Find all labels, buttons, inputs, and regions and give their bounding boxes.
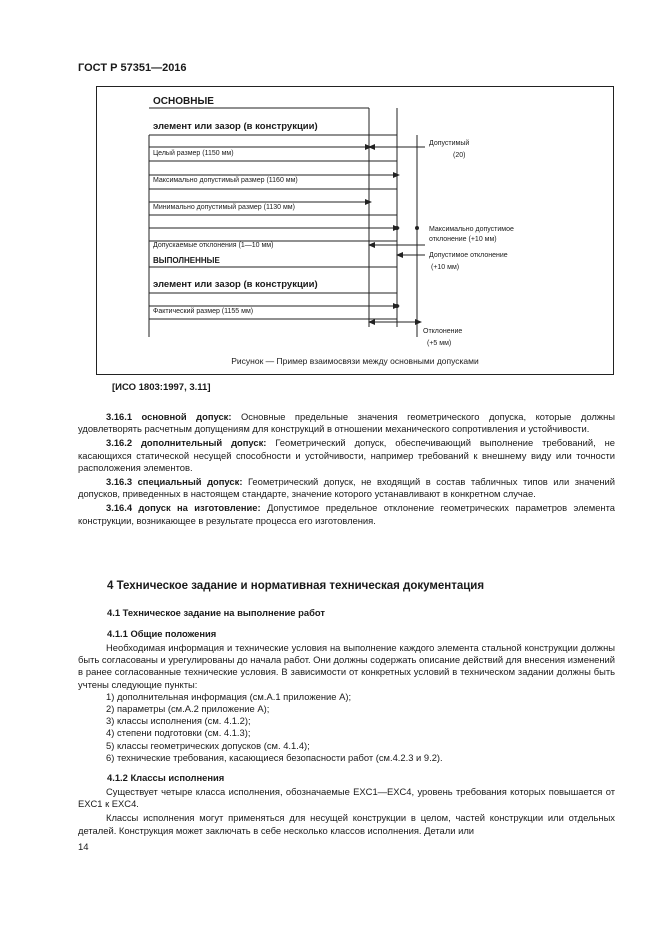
term-3-16-1: 3.16.1 основной допуск: <box>106 411 232 422</box>
term-3-16-3: 3.16.3 специальный допуск: <box>106 476 243 488</box>
text-3-16-3: Геометрический допуск, не входящий в состав табличных типов или значений допусков, приведенных в настоящем стандарте, значение которого устанавливают в конкретном случае. <box>78 476 615 500</box>
tolerance-figure <box>96 86 614 375</box>
definition-3-16-4 <box>78 502 615 526</box>
definitions-block <box>78 411 615 527</box>
section-4-1-2-body <box>78 786 615 837</box>
text-3-16-2: Геометрический допуск, обеспечивающий выполнение требований, не касающихся статической несущей способности и устойчивости, например требований к внешнему виду или точности расположения элементов. <box>78 437 615 473</box>
list-item: 1) дополнительная информация (см.А.1 приложение А); <box>106 690 352 702</box>
paragraph-4-1-1: Необходимая информация и технические условия на выполнение каждого элемента стальной конструкции должны быть согласованы и урегулированы до начала работ. Они должны содержать описание действий для внесения изменений в ранее согласованные технические условия. В зависимости от конкретных условий в техническом задании должны быть учтены следующие пункты: <box>78 642 615 690</box>
section-4-1-1-title: 4.1.1 Общие положения <box>107 628 217 639</box>
term-3-16-4: 3.16.4 допуск на изготовление: <box>106 502 261 514</box>
row-deviations: Допускаемые отклонения (1—10 мм) <box>153 242 274 249</box>
section-4-1-1-body <box>78 642 615 764</box>
list-item: 5) классы геометрических допусков (см. 4.1.4); <box>106 739 310 751</box>
label-done: ВЫПОЛНЕННЫЕ <box>153 256 220 265</box>
definition-3-16-3 <box>78 476 615 500</box>
ann-deviation-line2: (+10 мм) <box>431 264 460 271</box>
tolerance-diagram <box>97 87 615 376</box>
ann-tolerance-line1: Допустимый <box>429 140 470 147</box>
list-item: 6) технические требования, касающиеся безопасности работ (см.4.2.3 и 9.2). <box>106 751 443 763</box>
list-item: 4) степени подготовки (см. 4.1.3); <box>106 727 251 739</box>
definition-3-16-1 <box>78 411 615 435</box>
ann-actual-line1: Отклонение <box>423 328 463 335</box>
ann-actual-line2: (+5 мм) <box>427 340 452 347</box>
row-min-size: Минимально допустимый размер (1130 мм) <box>153 204 295 211</box>
label-basic: ОСНОВНЫЕ <box>153 96 214 107</box>
row-element-done: элемент или зазор (в конструкции) <box>153 279 318 290</box>
section-4-title: 4 Техническое задание и нормативная техническая документация <box>107 580 485 592</box>
row-element-basic: элемент или зазор (в конструкции) <box>153 121 318 132</box>
text-3-16-4: Допустимое предельное отклонение геометрических параметров элемента конструкции, возникающее в результате процесса его изготовления. <box>78 502 615 526</box>
text-3-16-1: Основные предельные значения геометрического допуска, которые должны удовлетворять расчетным допущениям для конструкций в отношении механического сопротивления и устойчивости. <box>78 411 615 435</box>
iso-reference: [ИСО 1803:1997, 3.11] <box>112 382 211 393</box>
page-number: 14 <box>78 842 89 853</box>
term-3-16-2: 3.16.2 дополнительный допуск: <box>106 437 267 449</box>
list-item: 3) классы исполнения (см. 4.1.2); <box>106 715 251 727</box>
row-whole-size: Целый размер (1150 мм) <box>153 150 234 157</box>
row-actual-size: Фактический размер (1155 мм) <box>153 308 254 315</box>
row-max-size: Максимально допустимый размер (1160 мм) <box>153 177 298 184</box>
document-header: ГОСТ Р 57351—2016 <box>78 62 187 74</box>
section-4-1-title: 4.1 Техническое задание на выполнение работ <box>107 607 325 618</box>
paragraph-4-1-2-b: Классы исполнения могут применяться для несущей конструкции в целом, частей конструкции или отдельных деталей. Конструкция может заключать в себе несколько классов исполнения. Детали или <box>78 812 615 836</box>
ann-deviation-line1: Допустимое отклонение <box>429 252 508 259</box>
ann-max-line2: отклонение (+10 мм) <box>429 236 497 243</box>
list-item: 2) параметры (см.А.2 приложение А); <box>106 703 270 715</box>
definition-3-16-2 <box>78 437 615 474</box>
paragraph-4-1-2-a: Существует четыре класса исполнения, обозначаемые EXC1—EXC4, уровень требования которых повышается от EXC1 к EXC4. <box>78 786 615 810</box>
section-4-1-2-title: 4.1.2 Классы исполнения <box>107 772 225 783</box>
ann-max-line1: Максимально допустимое <box>429 226 514 233</box>
ann-tolerance-line2: (20) <box>453 152 466 159</box>
figure-caption: Рисунок — Пример взаимосвязи между основными допусками <box>231 356 479 366</box>
